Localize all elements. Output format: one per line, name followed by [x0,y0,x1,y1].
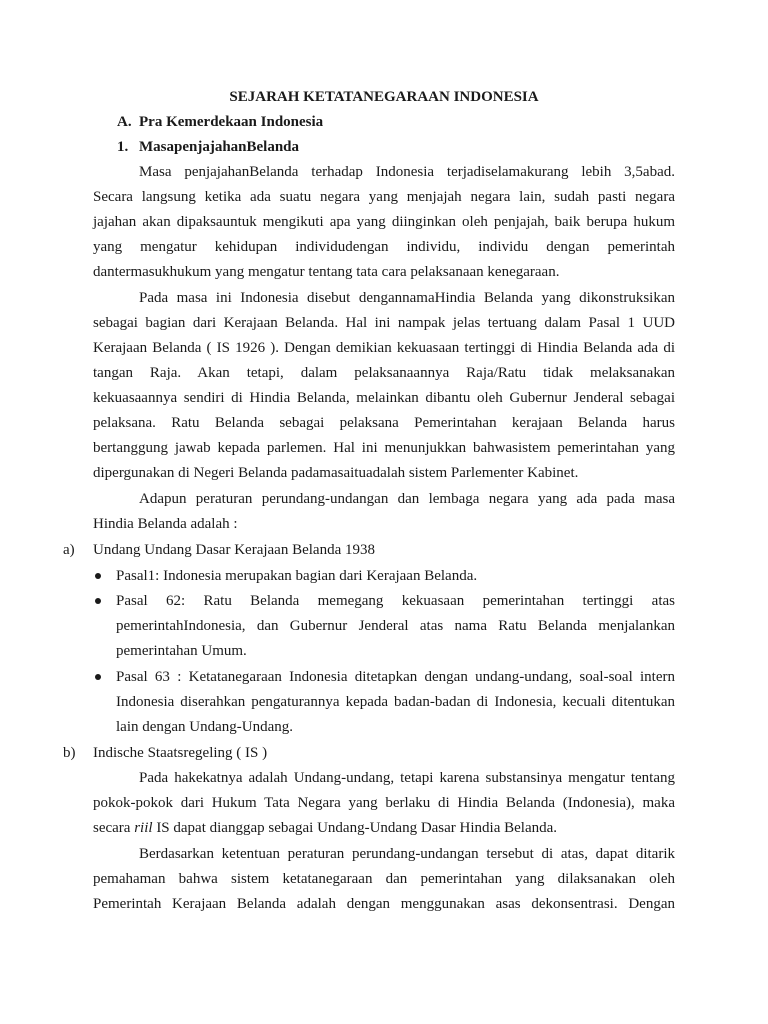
list-marker-a: a) [63,542,75,558]
bullet-icon [95,674,101,680]
paragraph-line: Berdasarkan ketentuan peraturan perundang-undangan tersebut di atas, dapat ditarik [139,846,675,862]
paragraph-text: secara [93,820,131,836]
paragraph-line: yang mengatur kehidupan individudengan individu, individu dengan pemerintah [93,239,675,255]
list-marker-b: b) [63,745,76,761]
paragraph-line: tangan Raja. Akan tetapi, dalam pelaksanaannya Raja/Ratu tidak melaksanakan [93,365,675,381]
paragraph-line: sebagai bagian dari Kerajaan Belanda. Hal ini nampak jelas tertuang dalam Pasal 1 UUD [93,315,675,331]
paragraph-line: jajahan akan dipaksauntuk mengikuti apa yang diinginkan oleh penjajah, baik berupa hukum [93,214,675,230]
paragraph-line: Pemerintah Kerajaan Belanda adalah dengan menggunakan asas dekonsentrasi. Dengan [93,896,675,912]
bullet-icon [95,573,101,579]
section-a-heading: Pra Kemerdekaan Indonesia [139,114,324,130]
paragraph-line: Kerajaan Belanda ( IS 1926 ). Dengan demikian kekuasaan tertinggi di Hindia Belanda ada di [93,340,675,356]
bullet-line: Pasal1: Indonesia merupakan bagian dari Kerajaan Belanda. [116,568,478,584]
paragraph-line: dantermasukhukum yang mengatur tentang tata cara pelaksanaan kenegaraan. [93,264,560,280]
bullet-line: pemerintahIndonesia, dan Gubernur Jenderal atas nama Ratu Belanda menjalankan [116,618,675,634]
section-1-marker: 1. [117,139,129,155]
paragraph-line: Hindia Belanda adalah : [93,516,238,532]
paragraph-line: pemahaman bahwa sistem ketatanegaraan dan pemerintahan yang dilaksanakan oleh [93,871,675,887]
section-1-heading: MasapenjajahanBelanda [139,139,300,155]
page-title: SEJARAH KETATANEGARAAN INDONESIA [229,89,539,105]
bullet-line: Pasal 62: Ratu Belanda memegang kekuasaan pemerintahan tertinggi atas [116,593,675,609]
paragraph-line: pokok-pokok dari Hukum Tata Negara yang berlaku di Hindia Belanda (Indonesia), maka [93,795,675,811]
paragraph-line [93,818,557,838]
bullet-icon [95,598,101,604]
paragraph-line: pelaksana. Ratu Belanda sebagai pelaksana Pemerintahan kerajaan Belanda harus [93,415,675,431]
paragraph-line: Pada masa ini Indonesia disebut dengannamaHindia Belanda yang dikonstruksikan [139,290,675,306]
bullet-line: Indonesia diserahkan pengaturannya kepada badan-badan di Indonesia, kecuali ditentukan [116,694,675,710]
paragraph-line: Secara langsung ketika ada suatu negara yang menjajah negara lain, sudah pasti negara [93,189,675,205]
paragraph-line: dipergunakan di Negeri Belanda padamasaituadalah sistem Parlementer Kabinet. [93,465,579,481]
paragraph-line: Masa penjajahanBelanda terhadap Indonesia terjadiselamakurang lebih 3,5abad. [139,164,675,180]
paragraph-line: kekuasaannya sendiri di Hindia Belanda, melainkan dibantu oleh Gubernur Jenderal sebagai [93,390,675,406]
section-a-marker: A. [117,114,132,130]
list-item-b: Indische Staatsregeling ( IS ) [93,745,268,761]
bullet-line: pemerintahan Umum. [116,643,247,659]
paragraph-line: Pada hakekatnya adalah Undang-undang, tetapi karena substansinya mengatur tentang [139,770,675,786]
bullet-line: Pasal 63 : Ketatanegaraan Indonesia ditetapkan dengan undang-undang, soal-soal intern [116,669,675,685]
list-item-a: Undang Undang Dasar Kerajaan Belanda 1938 [93,542,375,558]
paragraph-line: bertanggung jawab kepada parlemen. Hal ini menunjukkan bahwasistem pemerintahan yang [93,440,675,456]
paragraph-line: Adapun peraturan perundang-undangan dan lembaga negara yang ada pada masa [139,491,675,507]
italic-term: riil [134,820,153,836]
paragraph-text: IS dapat dianggap sebagai Undang-Undang Dasar Hindia Belanda. [156,820,558,836]
bullet-line: lain dengan Undang-Undang. [116,719,294,735]
